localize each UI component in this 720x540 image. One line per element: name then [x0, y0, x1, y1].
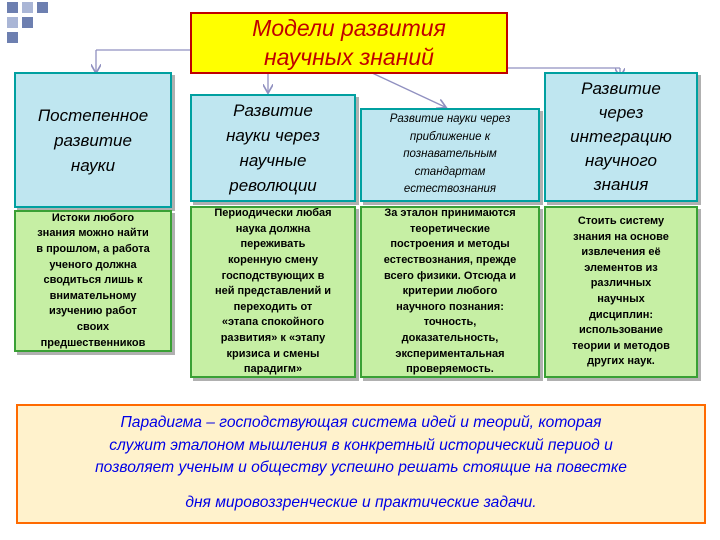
model-heading-revolutions: Развитие науки через научные революции	[190, 94, 356, 202]
paradigm-definition-box	[16, 404, 706, 524]
model-heading-gradual: Постепенное развитие науки	[14, 72, 172, 208]
model-description-revolutions: Периодически любая наука должна переживать коренную смену господствующих в ней представлений и переходить от «этапа спокойного развития» к «этапу кризиса и смены парадигм»	[190, 206, 356, 378]
model-description-integration: Стоить систему знания на основе извлечения её элементов из различных научных дисциплин: использование теории и методов других наук.	[544, 206, 698, 378]
model-heading-integration: Развитие через интеграцию научного знания	[544, 72, 698, 202]
arrow-to-column-3	[370, 72, 445, 107]
paradigm-definition-text: Парадигма – господствующая система идей и теорий, которая служит эталоном мышления в конкретный исторический период и позволяет ученым и обществу успешно решать стоящие на повестке	[95, 414, 627, 476]
model-description-gradual: Истоки любого знания можно найти в прошлом, а работа ученого должна сводиться лишь к внимательному изучению работ своих предшественников	[14, 210, 172, 352]
diagram-title: Модели развития научных знаний	[190, 12, 508, 74]
model-heading-natural-science: Развитие науки через приближение к познавательным стандартам естествознания	[360, 108, 540, 202]
model-description-natural-science: За эталон принимаются теоретические построения и методы естествознания, прежде всего физики. Отсюда и критерии любого научного познания: точность, доказательность, экспериментальная проверяемость.	[360, 206, 540, 378]
paradigm-definition-tail: дня мировоззренческие и практические задачи.	[185, 494, 537, 511]
